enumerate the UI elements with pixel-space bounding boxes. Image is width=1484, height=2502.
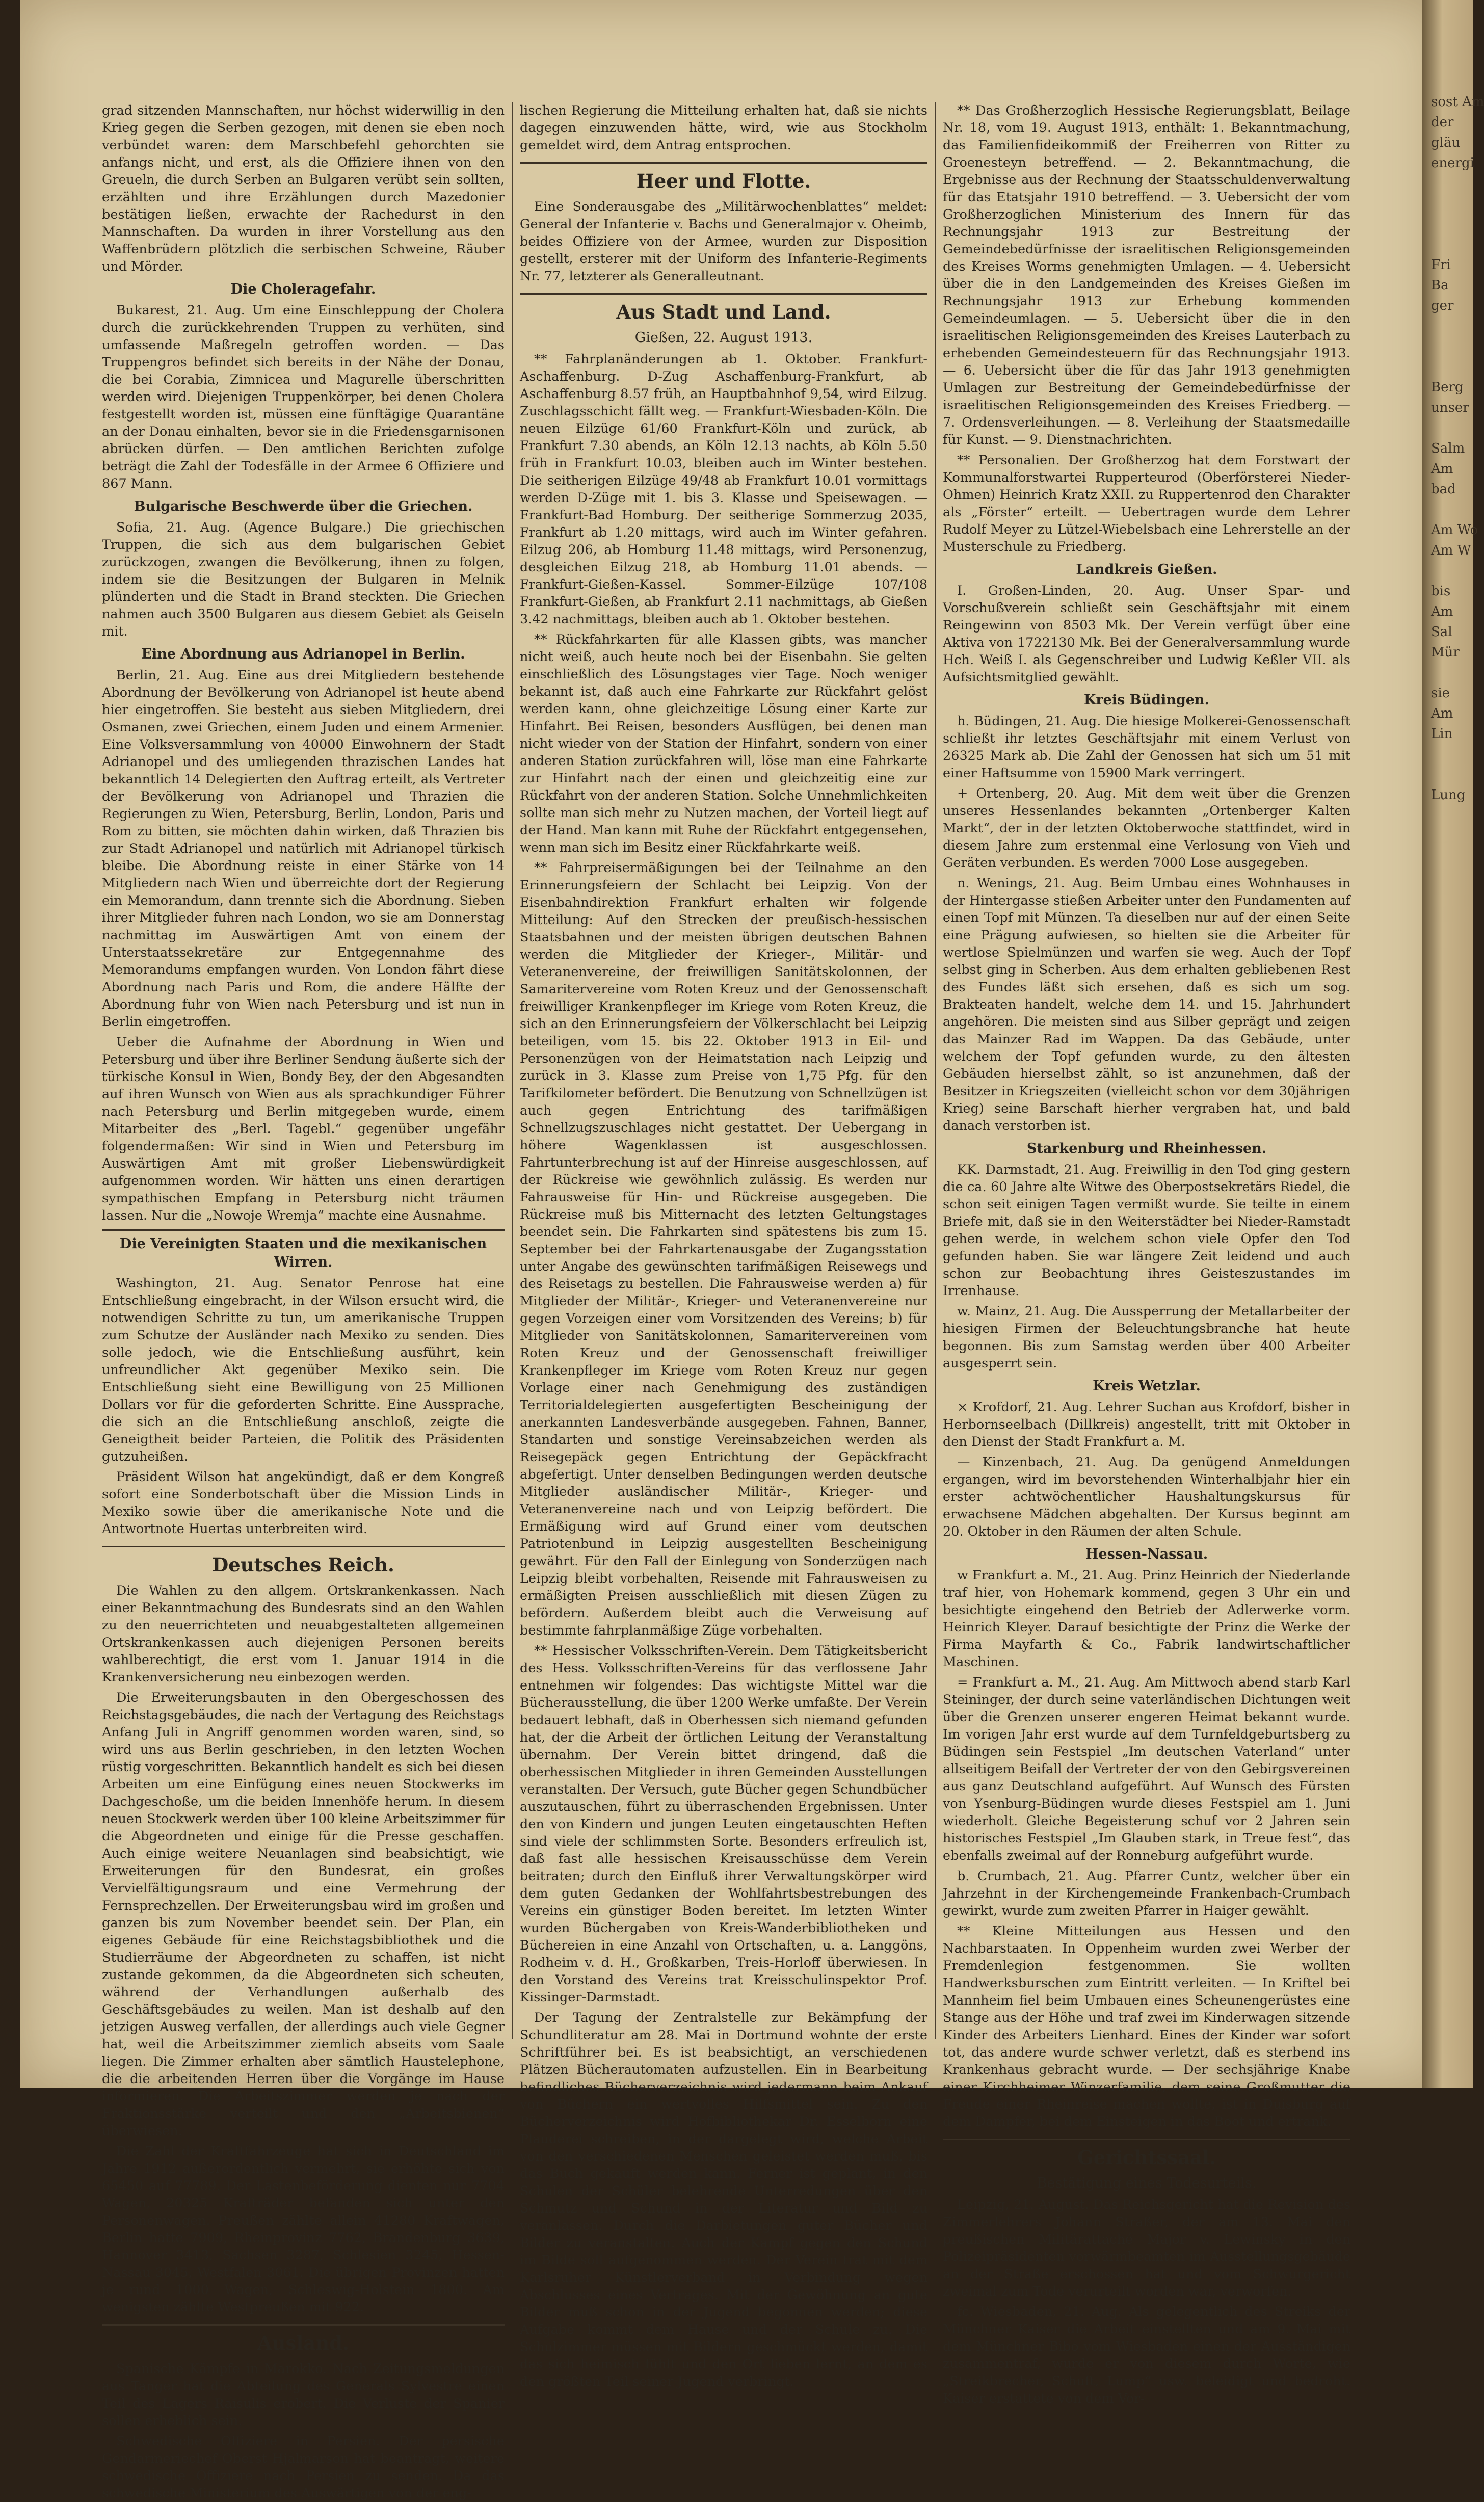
article-text: Leipzig, 21. August. Das Reichsgericht hat die Revision des Zimmerlehrers Johann Straßer, der am 13. Mai den preußischen Militärattaché Major v. Lewinsky in den Polizeipräsidenten vorwärmbeamten im Ausstellungsgebäude an der Straße erschossen hat und vom Schwurgericht zweimal zum Tode verurteilt worden war, verworfen. <box>943 2197 1350 2299</box>
column-divider <box>935 102 936 2039</box>
article-heading: Kreis Wetzlar. <box>1093 1378 1201 1394</box>
article-text: KK. Darmstadt, 21. Aug. Freiwillig in den Tod ging gestern die ca. 60 Jahre alte Witwe des Oberpostsekretärs Riedel, die schon seit einigen Tagen vermißt wurde. Sie teilte in einem Briefe mit, daß sie in den Weiterstädter bei Nieder-Ramstadt gehen werde, in welchem schon viele Opfer den Tod gefunden haben. Sie war längere Zeit leidend und auch schon zur Beobachtung ihres Geisteszustandes im Irrenhause. <box>943 1162 1350 1299</box>
article-heading: Bulgarische Beschwerde über die Griechen. <box>134 498 473 514</box>
dateline: Gießen, 22. August 1913. <box>634 330 813 346</box>
article-text: ** Personalien. Der Großherzog hat dem Forstwart der Kommunalforstwartei Rupperteurod (Oberförsterei Nieder-Ohmen) Heinrich Kratz XXII. zu Ruppertenrod den Charakter als „Förster“ erteilt. — Uebertragen wurde dem Lehrer Rudolf Meyer zu Lützel-Wiebelsbach eine Lehrerstelle an der Musterschule zu Friedberg. <box>943 453 1350 555</box>
article-text: w. Mainz, 21. Aug. Die Aussperrung der Metallarbeiter der hiesigen Firmen der Beleuchtungsbranche hat heute begonnen. Bis zum Samstag werden über 400 Arbeiter ausgesperrt sein. <box>943 1304 1350 1371</box>
adjacent-page-edge <box>1422 0 1484 2088</box>
article-text: Präsident Wilson hat angekündigt, daß er dem Kongreß sofort eine Sonderbotschaft über die Mission Linds in Mexiko sowie über die amerikanische Note und die Antwortnote Huertas unterbreiten wird. <box>102 1469 505 1537</box>
article-heading: Starkenburg und Rheinhessen. <box>1026 1141 1267 1156</box>
article-text: + Ortenberg, 20. Aug. Mit dem weit über die Grenzen unseres Hessenlandes bekannten „Ortenberger Kalten Markt“, der in der letzten Oktoberwoche stattfindet, wird in diesem Jahre zum erstenmal eine Verlosung von Vieh und Geräten verbunden. Es werden 7000 Lose ausgegeben. <box>943 786 1350 871</box>
article-text: Schwedische Offiziere in Persien. Der persische Gendarmeriechef Oberst Hjalmarson hat beantragt, weitere schwedische Offiziere nach Persien zu senden. Da das schwedische Ministerium des Auswärtigen von der eng- <box>102 2434 505 2501</box>
article-heading: Hessen-Nassau. <box>1085 1546 1208 1562</box>
column-1 <box>102 102 505 2501</box>
article-text: Spanische Kämpfe in Marokko. Nach Zeitungsmeldungen aus Tanger hat die Abteilung des Generals Sylvestre einen Teil des Lagers Raisulis erobert. Die Verluste der Spanier sollen erheblich sein. <box>102 2361 505 2429</box>
article-text: × Krofdorf, 21. Aug. Lehrer Suchan aus Krofdorf, bisher in Herbornseelbach (Dillkreis) angestellt, tritt mit Oktober in den Dienst der Stadt Frankfurt a. M. <box>943 1400 1350 1450</box>
article-text: Die Wahlen zu den allgem. Ortskrankenkassen. Nach einer Bekanntmachung des Bundesrats sind an den Wahlen zu den neuerrichteten und neuabgestalteten allgemeinen Ortskrankenkassen auch diejenigen Personen bereits wahlberechtigt, die erst vom 1. Januar 1914 in die Krankenversicherung neu einbezogen werden. <box>102 1583 505 1685</box>
adjacent-page-text: sost Am der gläu energi Fri Ba ger Berg unser Salm Am bad Am Wo Am W bis Am Sal Mür sie Am Lin Lung <box>1431 94 1484 803</box>
article-text: b. Crumbach, 21. Aug. Pfarrer Cuntz, welcher über ein Jahrzehnt in der Kirchengemeinde Frankenbach-Crumbach gewirkt, wurde zum zweiten Pfarrer in Haiger gewählt. <box>943 1868 1350 1918</box>
article-text: grad sitzenden Mannschaften, nur höchst widerwillig in den Krieg gegen die Serben gezogen, mit denen sie eben noch verbündet waren: dem Marschbefehl gehorchten sie anfangs nicht, und erst, als die Offiziere ihnen von den Greueln, die durch Serben an Bulgaren verübt sein sollten, erzählten und ihre Erzählungen durch Mazedonier bestätigen ließen, erwachte der Rachedurst in den Mannschaften. Da wurden in ihrer Vorstellung aus den Waffenbrüdern plötzlich die serbischen Schweine, Räuber und Mörder. <box>102 103 505 274</box>
column-2 <box>520 102 927 2389</box>
section-heading: Ausland. <box>102 2324 505 2355</box>
article-text: ** Hessischer Volksschriften-Verein. Dem Tätigkeitsbericht des Hess. Volksschriften-Vereins für das verflossene Jahr entnehmen wir folgendes: Das wichtigste Mittel war die Bücherausstellung, die über 1200 Werke umfaßte. Der Verein bedauert lebhaft, daß in Oberhessen sich niemand gefunden hat, der die Arbeit der örtlichen Leitung der Veranstaltung übernahm. Der Verein bittet dringend, daß die oberhessischen Mitglieder in ihren Gemeinden Ausstellungen veranstalten. Der Versuch, gute Bücher gegen Schundbücher auszutauschen, führt zu überraschenden Ergebnissen. Unter den von Kindern und jungen Leuten eingetauschten Heften sind viele der schlimmsten Sorte. Besonders erfreulich ist, daß fast alle hessischen Kreisausschüsse dem Verein beitraten; durch den Einfluß ihrer Verwaltungskörper wird dem guten Gedanken der Wohlfahrtsbestrebungen des Vereins ein günstiger Boden bereitet. Im letzten Winter wurden Büchergaben von Kreis-Wanderbibliotheken und Büchereien in eine Anzahl von Ortschaften, u. a. Langgöns, Rodheim v. d. H., Großkarben, Treis-Horloff überwiesen. In den Vorstand des Vereins trat Kreisschulinspektor Prof. Kissinger-Darmstadt. <box>520 1643 927 2005</box>
column-divider <box>512 102 513 2039</box>
article-heading: Die Vereinigten Staaten und die mexikanischen Wirren. <box>102 1229 505 1272</box>
article-text: ** Fahrplanänderungen ab 1. Oktober. Frankfurt-Aschaffenburg. D-Zug Aschaffenburg-Frankfurt, ab Aschaffenburg 8.57 früh, an Hauptbahnhof 9,54, wird Eilzug. Zuschlagsschicht fällt weg. — Frankfurt-Wiesbaden-Köln. Die neuen Eilzüge 61/60 Frankfurt-Köln und zurück, ab Frankfurt 7.30 abends, an Köln 12.13 nachts, ab Köln 5.50 früh in Frankfurt 10.03, bleiben auch im Winter bestehen. Die seitherigen Eilzüge 49/48 ab Frankfurt 10.01 vormittags werden D-Züge mit 1. bis 3. Klasse und Speisewagen. — Frankfurt-Bad Homburg. Der seitherige Sommerzug 2035, Frankfurt ab 1.20 mittags, wird auch im Winter gefahren. Eilzug 206, ab Homburg 11.48 mittags, wird Personenzug, desgleichen Eilzug 218, ab Homburg 11.01 abends. — Frankfurt-Gießen-Kassel. Sommer-Eilzüge 107/108 Frankfurt-Gießen, ab Frankfurt 2.11 nachmittags, ab Gießen 3.42 nachmittags, bleiben auch ab 1. Oktober bestehen. <box>520 352 927 627</box>
article-text: Washington, 21. Aug. Senator Penrose hat eine Entschließung eingebracht, in der Wilson ersucht wird, die notwendigen Schritte zu tun, um amerikanische Truppen zum Schutze der Ausländer nach Mexiko zu senden. Dies solle jedoch, wie die Entschließung ausführt, kein unfreundlicher Akt gegenüber Mexiko sein. Die Entschließung sieht eine Bewilligung von 25 Millionen Dollars vor für die geforderten Schritte. Eine Aussprache, die sich an die Entschließung anschloß, zeigte die Geneigtheit beider Parteien, die Politik des Präsidenten gutzuheißen. <box>102 1276 505 1464</box>
article-text: Ueber die Aufnahme der Abordnung in Wien und Petersburg und über ihre Berliner Sendung äußerte sich der türkische Konsul in Wien, Bondy Bey, der den Abgesandten auf ihren Wunsch von Wien aus als sprachkundiger Führer nach Petersburg und Berlin mitgegeben wurde, einem Mitarbeiter des „Berl. Tagebl.“ gegenüber ungefähr folgendermaßen: Wir sind in Wien und Petersburg im Auswärtigen Amt mit großer Liebenswürdigkeit aufgenommen worden. Wir hätten uns einen derartigen sympathischen Empfang in Petersburg nicht träumen lassen. Nur die „Nowoje Wremja“ machte eine Ausnahme. <box>102 1035 505 1223</box>
article-text: ** Fahrpreisermäßigungen bei der Teilnahme an den Erinnerungsfeiern der Schlacht bei Leipzig. Von der Eisenbahndirektion Frankfurt erhalten wir folgende Mitteilung: Auf den Strecken der preußisch-hessischen Staatsbahnen und der meisten übrigen deutschen Bahnen werden die Mitglieder der Krieger-, Militär- und Veteranenvereine, der freiwilligen Sanitätskolonnen, der Samaritervereine vom Roten Kreuz und der Genossenschaft freiwilliger Krankenpfleger im Kriege vom Roten Kreuz, die sich an den Erinnerungsfeiern der Völkerschlacht bei Leipzig beteiligen, vom 15. bis 22. Oktober 1913 in Eil- und Personenzügen von der Heimatstation nach Leipzig und zurück in 3. Klasse zum Preise von 1,75 Pfg. für den Tarifkilometer befördert. Die Benutzung von Schnellzügen ist auch gegen Entrichtung des tarifmäßigen Schnellzugszuschlages nicht gestattet. Der Uebergang in höhere Wagenklassen ist ausgeschlossen. Fahrtunterbrechung ist auf der Hinreise ausgeschlossen, auf der Rückreise wie gewöhnlich zulässig. Es werden nur Fahrausweise für Hin- und Rückreise ausgegeben. Die Rückreise muß bis Mitternacht des letzten Geltungstages beendet sein. Die Fahrkarten sind spätestens bis zum 15. September bei der Fahrkartenausgabe der Zugangsstation unter Angabe des gewünschten tarifmäßigen Reisewegs und des Reisetags zu bestellen. Die Fahrausweise werden a) für Mitglieder der Militär-, Krieger- und Veteranenvereine nur gegen Vorzeigen einer vom Vorsitzenden des Vereins; b) für Mitglieder von Sanitätskolonnen, Samaritervereinen vom Roten Kreuz und der Genossenschaft freiwilliger Krankenpfleger im Kriege vom Roten Kreuz nur gegen Vorlage einer nach Genehmigung des zuständigen Territorialdelegierten ausgefertigten Bescheinigung der anerkannten Landesverbände ausgegeben. Fahnen, Banner, Standarten und sonstige Vereinsabzeichen werden als Reisegepäck gegen Entrichtung der Gepäckfracht abgefertigt. Unter denselben Bedingungen werden deutsche Mitglieder ausländischer Militär-, Krieger- und Veteranenvereine nach und von Leipzig befördert. Die Ermäßigung wird auf Grund einer vom deutschen Patriotenbund in Leipzig ausgestellten Bescheinigung gewährt. Für den Fall der Einlegung von Sonderzügen nach Leipzig bleibt vorbehalten, Reisende mit Fahrausweisen zu ermäßigten Preisen ausschließlich mit diesen Zügen zu befördern. Außerdem bleibt auch die Verweisung auf bestimmte fahrplanmäßige Züge vorbehalten. <box>520 860 927 1638</box>
article-text: lischen Regierung die Mitteilung erhalten hat, daß sie nichts dagegen einzuwenden hätte, wird, wie aus Stockholm gemeldet wird, dem Antrag entsprochen. <box>520 103 927 153</box>
article-text: fc. Wiesbaden, 21. Aug. Als gelegentlich des Streiks der Münchner Kaiser die Arbeit einstellten und am 9. Mai mit dem Münchner Bibo vom Wiesbaden einen der Ausständigen zusammentraf, wurde er von diesem durch Worte, wie „Streikbrecher, Schuft, Lump“ usw. beleidigt und bedroht. Kaiser erstattete von dem Vor- <box>943 2304 1350 2406</box>
article-text: I. Großen-Linden, 20. Aug. Unser Spar- und Vorschußverein schließt sein Geschäftsjahr mit einem Reingewinn von 8503 Mk. Der Verein verfügt über eine Aktiva von 1722130 Mk. Bei der Generalversammlung wurde Hch. Weiß I. als Gegenschreiber und Ludwig Keßler VII. als Aufsichtsmitglied gewählt. <box>943 583 1350 685</box>
article-text: Die Zahl der Kraftfahrzeuge hat sich in Deutschland im Jahre 1912 außerordentlich vermehrt, sie erhöhte sich von 65450 auf 77789. Der Lastenbeförderung dienten nur 7704 Wagen, 20325 Krafträder befanden sich unter den Personenwagen. Preußen zählte allein 41280 Kraftwagen, Berlin hatte 7909, Rheinprovinz 7762, Brandenburg 3639, Hannover 3413, Sachsen 3287, Schlesien 3245, Hessen-Nassau 3045, Westfalen 3061. Die übrigen Provinzen hatten je rund 1000 Wagen, Schleswig-Holstein 1800. Am wenigsten zählte Westpreußen mit 922. <box>102 2144 505 2315</box>
column-3 <box>943 102 1350 2406</box>
newspaper-page <box>20 0 1442 2501</box>
article-text: w Frankfurt a. M., 21. Aug. Prinz Heinrich der Niederlande traf hier, von Hohemark kommend, gegen 3 Uhr ein und besichtigte eingehend den Betrieb der Adlerwerke vorm. Heinrich Kleyer. Darauf besichtigte der Prinz die Werke der Firma Mayfarth & Co., Fabrik landwirtschaftlicher Maschinen. <box>943 1568 1350 1670</box>
article-text: ** Kleine Mitteilungen aus Hessen und den Nachbarstaaten. In Oppenheim wurden zwei Werber der Fremdenlegion festgenommen. Sie wollten Handwerksburschen zum Eintritt verleiten. — In Kriftel bei Mannheim fiel beim Umbauen eines Scheunengerüstes eine Stange aus der Höhe und traf zwei im Kinderwagen sitzende Kinder des Arbeiters Lienhard. Eines der Kinder war sofort tot, das andere wurde schwer verletzt, daß es sterbend ins Krankenhaus gebracht wurde. — Der sechsjährige Knabe einer Kirchheimer Winzerfamilie, dem seine Großmutter die Freude einer Rheinreise machen wollte, ist in Duisburg auf dem Dampfer, bei dem Einsteigen in das Boot und ertrank. <box>943 1924 1350 2129</box>
article-text: Sofia, 21. Aug. (Agence Bulgare.) Die griechischen Truppen, die sich aus dem bulgarischen Gebiet zurückzogen, zwangen die Bevölkerung, ihnen zu folgen, indem sie die Besitzungen der Bulgaren in Melnik plünderten und die Stadt in Brand steckten. Die Griechen nahmen auch 3500 Bulgaren aus diesem Gebiet als Geiseln mit. <box>102 520 505 639</box>
section-heading: Deutsches Reich. <box>102 1546 505 1577</box>
article-heading: Die Choleragefahr. <box>230 281 376 297</box>
article-text: ** Rückfahrkarten für alle Klassen gibts, was mancher nicht weiß, auch heute noch bei der Eisenbahn. Sie gelten einschließlich des Lösungstages vier Tage. Noch weniger bekannt ist, daß auch eine Fahrkarte zur Rückfahrt gelöst werden kann, ohne gleichzeitige Lösung einer Karte zur Hinfahrt. Bei Reisen, besonders Ausflügen, bei denen man nicht wieder von der Station der Hinfahrt, sondern von einer anderen Station zurückfahren will, löse man eine Fahrkarte zur Hinfahrt nach der einen und gleichzeitig eine zur Rückfahrt von der anderen Station. Solche Unnehmlichkeiten sollte man sich mehr zu Nutzen machen, der Vorteil liegt auf der Hand. Man kann mit Ruhe der Rückfahrt entgegensehen, wenn man sich im Besitz einer Rückfahrkarte weiß. <box>520 632 927 855</box>
article-text: Berlin, 21. Aug. Eine aus drei Mitgliedern bestehende Abordnung der Bevölkerung von Adrianopel ist heute abend hier eingetroffen. Sie besteht aus sieben Mitgliedern, drei Osmanen, zwei Griechen, einem Juden und einem Armenier. Eine Volksversammlung von 40000 Einwohnern der Stadt Adrianopel und des umliegenden thrazischen Landes hat bekanntlich 14 Delegierten den Auftrag erteilt, als Vertreter der Bevölkerung von Adrianopel und Thrazien die Regierungen zu Wien, Petersburg, Berlin, London, Paris und Rom zu bitten, sie möchten dahin wirken, daß Thrazien bis zur Stadt Adrianopel und natürlich mit Adrianopel türkisch bleibe. Die Abordnung reiste in einer Stärke von 14 Mitgliedern nach Wien und überreichte dort der Regierung ein Memorandum, dann trennte sich die Abordnung. Sieben ihrer Mitglieder fuhren nach London, wo sie am Donnerstag nachmittag im Auswärtigen Amt von einem der Unterstaatssekretäre zur Entgegennahme des Memorandums empfangen wurden. Von London fährt diese Abordnung nach Paris und Rom, die andere Hälfte der Abordnung fuhr von Wien nach Petersburg und ist nun in Berlin eingetroffen. <box>102 668 505 1030</box>
article-heading: Landkreis Gießen. <box>1076 562 1217 577</box>
section-heading: Gerichtssaal. <box>943 2139 1350 2170</box>
article-text: n. Wenings, 21. Aug. Beim Umbau eines Wohnhauses in der Hintergasse stießen Arbeiter unter den Fundamenten auf einen Topf mit Münzen. Ta dieselben nur auf der einen Seite eine Prägung aufwiesen, so hielten sie die Arbeiter für wertlose Spielmünzen und warfen sie weg. Auch der Topf selbst ging in Scherben. Aus dem erhalten gebliebenen Rest des Fundes läßt sich ersehen, daß es sich um sog. Brakteaten handelt, welche dem 14. und 15. Jahrhundert angehören. Die meisten sind aus Silber geprägt und zeigen das Mainzer Rad im Wappen. Da das Gebäude, unter welchem der Topf gefunden wurde, zu den ältesten Gebäuden hierselbst zählt, so ist anzunehmen, daß der Besitzer in Kriegszeiten (vielleicht schon vor dem 30jährigen Krieg) seine Barschaft hierher vergraben hat, und bald danach verstorben ist. <box>943 876 1350 1134</box>
article-text: Eine Sonderausgabe des „Militärwochenblattes“ meldet: General der Infanterie v. Bachs und Generalmajor v. Oheimb, beides Offiziere von der Armee, wurden zur Disposition gestellt, ersterer mit der Uniform des Infanterie-Regiments Nr. 77, letzterer als Generalleutnant. <box>520 199 927 284</box>
article-text: Die Erweiterungsbauten in den Obergeschossen des Reichstagsgebäudes, die nach der Vertagung des Reichstags Anfang Juli in Angriff genommen worden waren, sind, so wird uns aus Berlin geschrieben, in den letzten Wochen rüstig vorgeschritten. Bekanntlich handelt es sich bei diesen Arbeiten um eine Einfügung eines neuen Stockwerks im Dachgeschoße, um die beiden Innenhöfe herum. In diesem neuen Stockwerk werden über 100 kleine Arbeitszimmer für die Abgeordneten und einige für die Presse geschaffen. Auch einige weitere Neuanlagen sind beabsichtigt, wie Erweiterungen für den Bundesrat, ein großes Vervielfältigungsraum und eine Vermehrung der Fernsprechzellen. Der Erweiterungsbau wird im großen und ganzen bis zum November beendet sein. Der Plan, ein eigenes Gebäude für eine Reichstagsbibliothek und die Studierräume der Abgeordneten zu schaffen, ist nicht zustande gekommen, da die Abgeordneten sich scheuten, während der Verhandlungen außerhalb des Geschäftsgebäudes zu weilen. Man ist deshalb auf den jetzigen Ausweg verfallen, der allerdings auch viele Gegner hat, weil die Arbeitszimmer ziemlich abseits vom Saale liegen. Die Zimmer erhalten aber sämtlich Haustelephone, die die arbeitenden Herren über die Vorgänge im Hause informieren. Die Arbeitszimmer werden je nach der Fraktionsstärke verteilt und den „Arbeitsbienen“ überwiesen. <box>102 1690 505 2139</box>
article-text: ** Das Großherzoglich Hessische Regierungsblatt, Beilage Nr. 18, vom 19. August 1913, enthält: 1. Bekanntmachung, das Familienfideikommiß der Freiherren von Ritter zu Groenesteyn betreffend. — 2. Bekanntmachung, die Ergebnisse aus der Rechnung der Staatsschuldenverwaltung für das Etatsjahr 1910 betreffend. — 3. Uebersicht der vom Großherzoglichen Ministerium des Innern für das Rechnungsjahr 1913 zur Bestreitung der Gemeindebedürfnisse der israelitischen Religionsgemeinden des Kreises Worms genehmigten Umlagen. — 4. Uebersicht über die in den Landgemeinden des Kreises Gießen im Rechnungsjahr 1913 zur Erhebung kommenden Gemeindeumlagen. — 5. Uebersicht über die in den israelitischen Religionsgemeinden des Kreises Lauterbach zu erhebenden Gemeindesteuern für das Rechnungsjahr 1913. — 6. Uebersicht über die für das Jahr 1913 genehmigten Umlagen zur Bestreitung der Gemeindebedürfnisse der israelitischen Religionsgemeinden des Kreises Friedberg. — 7. Ordensverleihungen. — 8. Verleihung der Staatsmedaille für Kunst. — 9. Dienstnachrichten. <box>943 103 1350 447</box>
article-heading: Eine Abordnung aus Adrianopel in Berlin. <box>141 646 465 662</box>
article-text: = Frankfurt a. M., 21. Aug. Am Mittwoch abend starb Karl Steininger, der durch seine vaterländischen Dichtungen weit über die Grenzen unserer engeren Heimat bekannt wurde. Im vorigen Jahr erst wurde auf dem Turnfeldgeburtsberg zu Büdingen sein Festspiel „Im deutschen Vaterland“ unter allseitigem Beifall der Vertreter der von den Gebirgsvereinen aus ganz Deutschland aufgeführt. Auf Wunsch des Fürsten von Ysenburg-Büdingen wurde dieses Festspiel am 1. Juni wiederholt. Gleiche Begeisterung schuf vor 2 Jahren sein historisches Festspiel „Im Glauben stark, in Treue fest“, das ebenfalls zweimal auf der Ronneburg aufgeführt wurde. <box>943 1675 1350 1863</box>
article-subheading: Bestätigung eines Todesurteils. <box>1037 2175 1257 2191</box>
article-text: — Kinzenbach, 21. Aug. Da genügend Anmeldungen ergangen, wird im bevorstehenden Winterhalbjahr hier ein erster achtwöchentlicher Haushaltungskursus für erwachsene Mädchen abgehalten. Der Kursus beginnt am 20. Oktober in den Räumen der alten Schule. <box>943 1455 1350 1539</box>
article-heading: Kreis Büdingen. <box>1083 692 1210 708</box>
section-heading: Heer und Flotte. <box>520 162 927 193</box>
article-text: h. Büdingen, 21. Aug. Die hiesige Molkerei-Genossenschaft schließt ihr letztes Geschäftsjahr mit einem Verlust von 26325 Mark ab. Die Zahl der Genossen hat sich um 51 mit einer Haftsumme von 15900 Mark verringert. <box>943 714 1350 781</box>
section-heading: Aus Stadt und Land. <box>520 293 927 324</box>
article-text: Der Tagung der Zentralstelle zur Bekämpfung der Schundliteratur am 28. Mai in Dortmund wohnte der erste Schriftführer bei. Es ist beabsichtigt, an verschiedenen Plätzen Bücherautomaten aufzustellen. Ein in Bearbeitung befindliches Bücherverzeichnis wird jedermann beim Ankauf von Büchern ein wertvolles Hilfsmittel sein. Zu den Bücherverzeichnis wird Hofbibliothekar Dr. Esselborn eine Plauderei schreiben, in der dargelegt wird, welche Arbeit von den verschiedenen Menschen geleistet werden muß, bis das Buch gekauft werden kann. Ferner ist geplant, in den Schulen der Schüler belehrende Unterredungen über den Schmutz und Schund in der Literatur und Bild zu veranlassen. Durch die Darbietungen guter Bücher und Bilder zu veranstalten. Auch der Kampf gegen den Schund im Bilde soll aufgenommen werden. Der Verein trat mit dem Karlsruher Künstlerverband in Verbindung wegen Abschlusses eines Vertrages. Mit der Gewöhnung an gute Bilder muß schon in der Jugend begonnen werden; diese Aufgabe kommt dem Hause und der Schule zu. Die Schulzimmer müssen mit Bildern geschmückt werden, damit das sich heimisch fühlt und den Ort lieben lernt, an dem es den größten Teil seiner Jugend verbringt. <box>520 2010 927 2389</box>
article-text: Bukarest, 21. Aug. Um eine Einschleppung der Cholera durch die zurückkehrenden Truppen zu verhüten, sind umfassende Maßregeln getroffen worden. — Das Truppengros befindet sich bereits in der Nähe der Donau, die bei Corabia, Zimnicea und Magurelle überschritten werden wird. Diejenigen Truppenkörper, bei denen Cholera festgestellt worden ist, müssen eine fünftägige Quarantäne an der Donau einhalten, bevor sie in die Friedensgarnisonen abrücken dürfen. — Den amtlichen Berichten zufolge beträgt die Zahl der Todesfälle in der Armee 6 Offiziere und 867 Mann. <box>102 303 505 491</box>
